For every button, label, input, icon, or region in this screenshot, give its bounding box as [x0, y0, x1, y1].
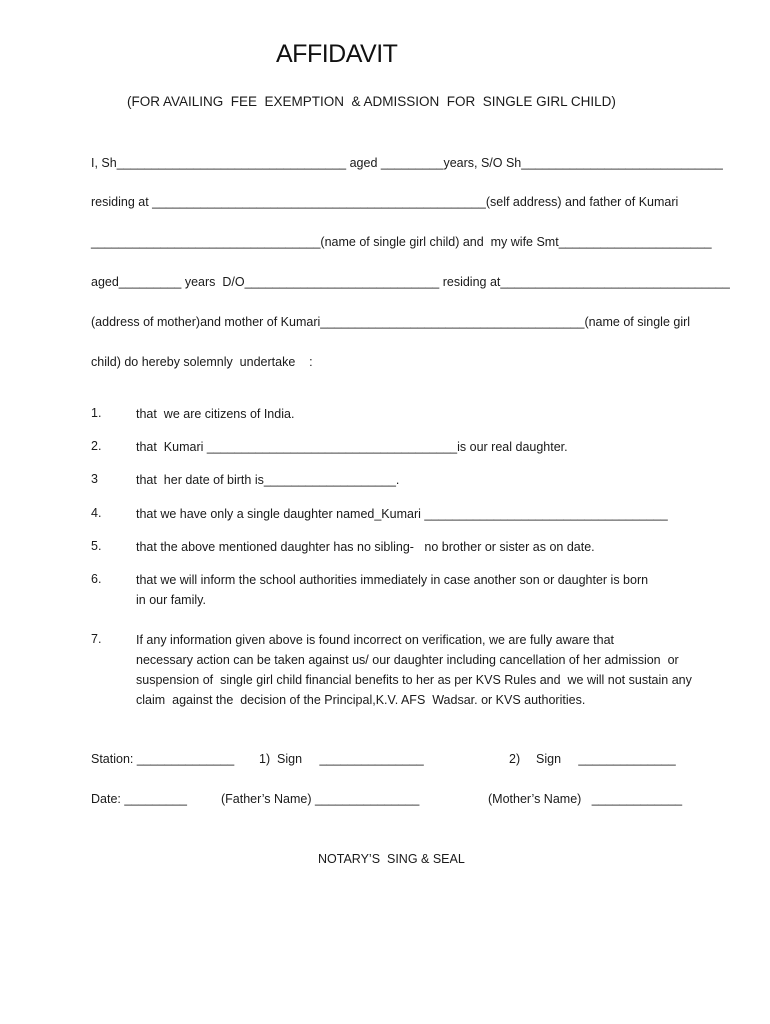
- notary-seal-label: NOTARY’S SING & SEAL: [318, 852, 465, 866]
- paragraph-line-1: I, Sh_________________________________ aged _________years, S/O Sh_____________________________: [91, 156, 723, 170]
- father-sign-field: 1) Sign _______________: [259, 752, 424, 766]
- paragraph-line-4: aged_________ years D/O____________________________ residing at_________________________________: [91, 275, 730, 289]
- mother-name-field: (Mother’s Name) _____________: [488, 792, 683, 806]
- item-number: 1.: [91, 406, 102, 420]
- item-number: 7.: [91, 632, 102, 646]
- page-title: AFFIDAVIT: [276, 40, 398, 68]
- mother-sign-number: 2): [509, 752, 521, 766]
- item-number: 4.: [91, 506, 102, 520]
- date-field: Date: _________: [91, 792, 187, 806]
- paragraph-line-6: child) do hereby solemnly undertake :: [91, 355, 313, 369]
- item-text: that her date of birth is___________________.: [136, 473, 400, 487]
- item-text: that we will inform the school authorities immediately in case another son or daughter is born: [136, 573, 649, 587]
- paragraph-line-2: residing at ________________________________________________(self address) and father of Kumari: [91, 195, 679, 209]
- item-text: that Kumari ____________________________________is our real daughter.: [136, 440, 568, 454]
- item-text: If any information given above is found incorrect on verification, we are fully aware that: [136, 633, 615, 647]
- item-number: 3: [91, 472, 98, 486]
- paragraph-line-5: (address of mother)and mother of Kumari______________________________________(name of single girl: [91, 315, 691, 329]
- item-text: in our family.: [136, 593, 206, 607]
- item-number: 5.: [91, 539, 102, 553]
- item-number: 2.: [91, 439, 102, 453]
- item-text: that the above mentioned daughter has no sibling- no brother or sister as on date.: [136, 540, 595, 554]
- item-text: suspension of single girl child financial benefits to her as per KVS Rules and we will not sustain any: [136, 673, 692, 687]
- father-name-field: (Father’s Name) _______________: [221, 792, 420, 806]
- item-text: claim against the decision of the Principal,K.V. AFS Wadsar. or KVS authorities.: [136, 693, 586, 707]
- item-text: necessary action can be taken against us/ our daughter including cancellation of her admission or: [136, 653, 679, 667]
- item-text: that we have only a single daughter named_Kumari ___________________________________: [136, 507, 668, 521]
- paragraph-line-3: _________________________________(name of single girl child) and my wife Smt______________________: [91, 235, 712, 249]
- page-subtitle: (FOR AVAILING FEE EXEMPTION & ADMISSION FOR SINGLE GIRL CHILD): [127, 94, 616, 109]
- item-number: 6.: [91, 572, 102, 586]
- station-field: Station: ______________: [91, 752, 235, 766]
- item-text: that we are citizens of India.: [136, 407, 295, 421]
- mother-sign-field: Sign ______________: [536, 752, 676, 766]
